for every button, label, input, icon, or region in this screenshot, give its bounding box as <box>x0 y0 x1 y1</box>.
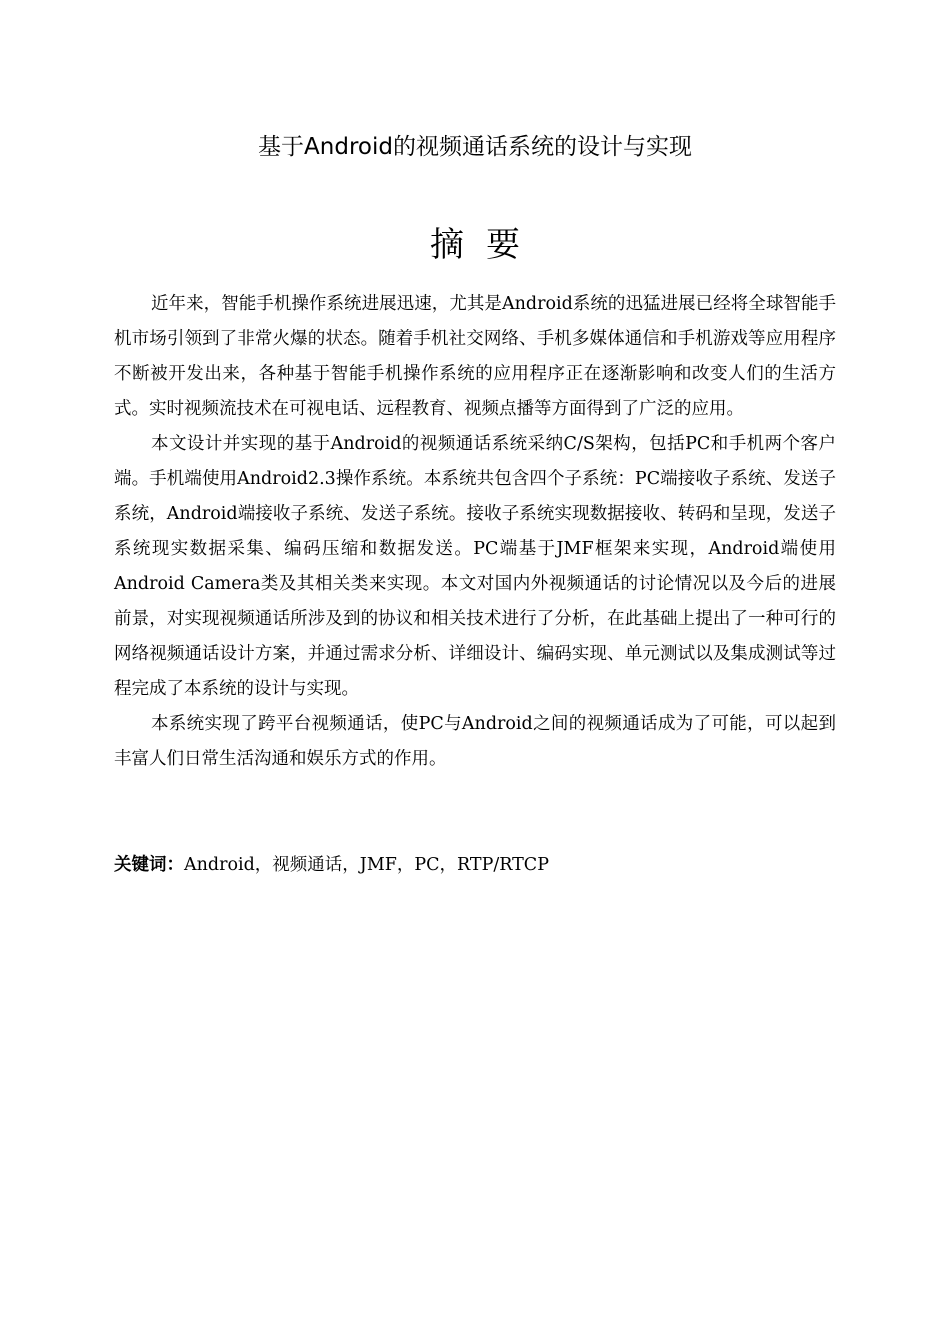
abstract-body <box>114 287 836 777</box>
keywords-label: 关键词： <box>114 855 184 875</box>
abstract-paragraph-3: 本系统实现了跨平台视频通话，使PC与Android之间的视频通话成为了可能，可以起到丰富人们日常生活沟通和娱乐方式的作用。 <box>114 714 836 769</box>
abstract-paragraph-2: 本文设计并实现的基于Android的视频通话系统采纳C/S架构，包括PC和手机两个客户端。手机端使用Android2.3操作系统。本系统共包含四个子系统：PC端接收子系统、发送子系统，Android端接收子系统、发送子系统。接收子系统实现数据接收、转码和呈现，发送子系统现实数据采集、编码压缩和数据发送。PC端基于JMF框架来实现，Android端使用Android Camera类及其相关类来实现。本文对国内外视频通话的讨论情况以及今后的进展前景，对实现视频通话所涉及到的协议和相关技术进行了分析，在此基础上提出了一种可行的网络视频通话设计方案，并通过需求分析、详细设计、编码实现、单元测试以及集成测试等过程完成了本系统的设计与实现。 <box>114 434 836 699</box>
keywords-value: Android，视频通话，JMF，PC，RTP/RTCP <box>184 855 549 875</box>
keywords-line <box>114 849 836 881</box>
abstract-heading: 摘要 <box>430 225 542 265</box>
document-title: 基于Android的视频通话系统的设计与实现 <box>258 134 692 160</box>
abstract-paragraph-1: 近年来，智能手机操作系统进展迅速，尤其是Android系统的迅猛进展已经将全球智能手机市场引领到了非常火爆的状态。随着手机社交网络、手机多媒体通信和手机游戏等应用程序不断被开发出来，各种基于智能手机操作系统的应用程序正在逐渐影响和改变人们的生活方式。实时视频流技术在可视电话、远程教育、视频点播等方面得到了广泛的应用。 <box>114 294 836 419</box>
